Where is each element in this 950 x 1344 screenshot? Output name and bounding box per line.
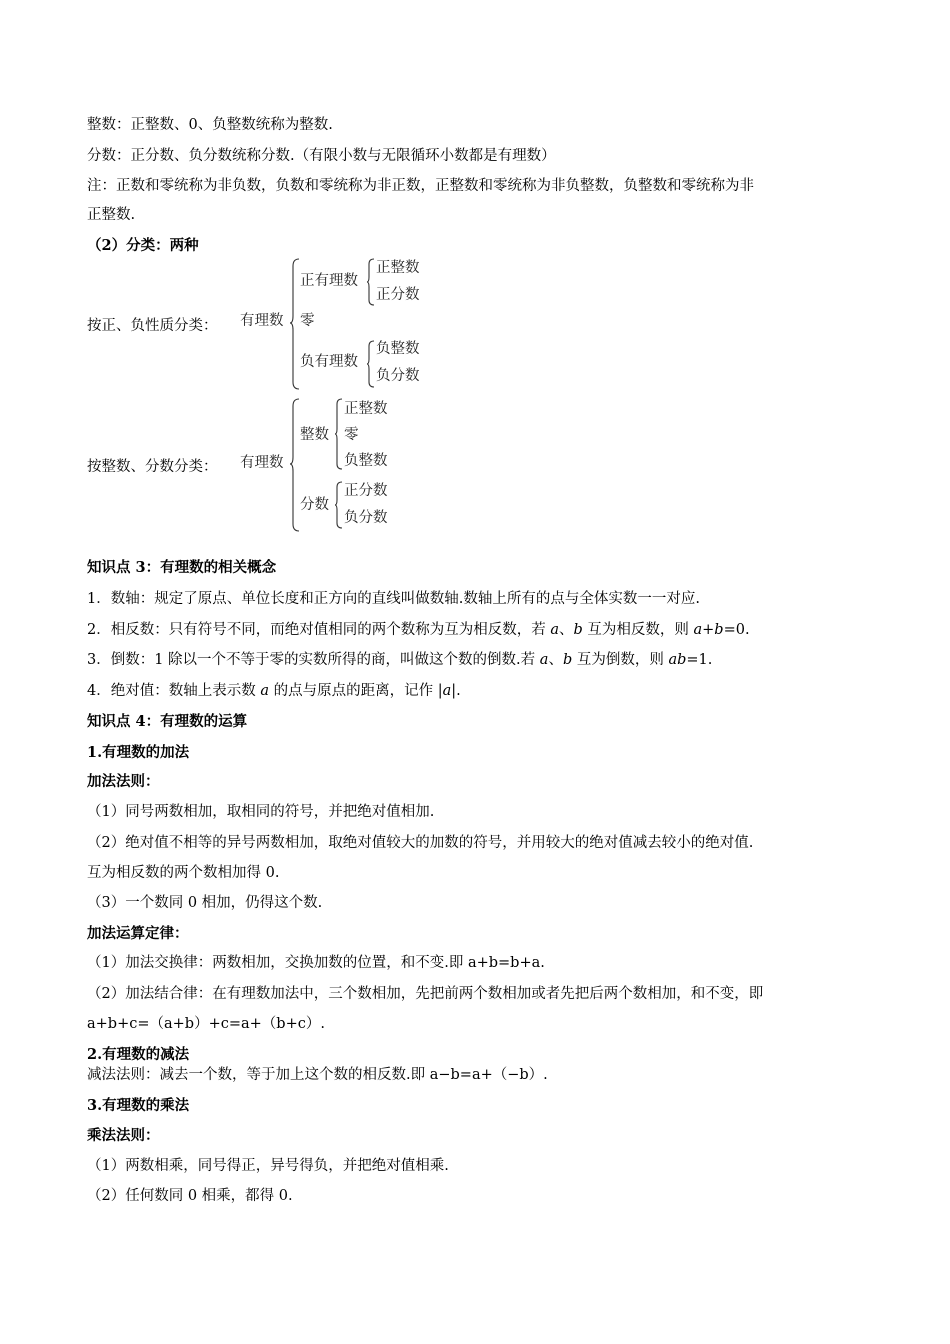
addition-rule-2: （2）绝对值不相等的异号两数相加，取绝对值较大的加数的符号，并用较大的绝对值减去较小的绝对值. [87, 835, 754, 851]
classify-heading: （2）分类：两种 [87, 237, 199, 254]
by-integer-label: 按整数、分数分类： [87, 459, 218, 475]
tree2-root: 有理数 [240, 455, 284, 471]
kp3-opposite: 2．相反数：只有符号不同，而绝对值相同的两个数称为互为相反数，若 a、b 互为相反数，则 a+b=0. [87, 622, 750, 638]
integers-definition: 整数：正整数、0、负整数统称为整数. [87, 117, 333, 133]
addition-law-2: （2）加法结合律：在有理数加法中，三个数相加，先把前两个数相加或者先把后两个数相加，和不变，即 [87, 986, 764, 1002]
tree1-positive-integer: 正整数 [376, 260, 420, 276]
tree1-positive-fraction: 正分数 [376, 287, 420, 303]
addition-rule-heading: 加法法则： [87, 773, 160, 790]
addition-rule-2b: 互为相反数的两个数相加得 0. [87, 865, 280, 881]
addition-heading: 1.有理数的加法 [87, 744, 190, 761]
subtraction-heading: 2.有理数的减法 [87, 1046, 190, 1063]
multiplication-heading: 3.有理数的乘法 [87, 1097, 190, 1114]
tree2-positive-integer: 正整数 [344, 401, 388, 417]
tree1-negative-integer: 负整数 [376, 341, 420, 357]
tree1-root: 有理数 [240, 313, 284, 329]
fractions-definition: 分数：正分数、负分数统称分数.（有限小数与无限循环小数都是有理数） [87, 148, 556, 164]
tree1-negative-fraction: 负分数 [376, 368, 420, 384]
tree2-fraction: 分数 [300, 497, 329, 513]
addition-law-2b: a+b+c=（a+b）+c=a+（b+c）. [87, 1016, 325, 1032]
by-sign-label: 按正、负性质分类： [87, 318, 218, 334]
multiplication-rule-2: （2）任何数同 0 相乘，都得 0. [87, 1188, 293, 1204]
tree2-negative-integer: 负整数 [344, 453, 388, 469]
tree2-integer: 整数 [300, 427, 329, 443]
tree1-negative: 负有理数 [300, 354, 358, 370]
addition-rule-1: （1）同号两数相加，取相同的符号，并把绝对值相加. [87, 804, 435, 820]
note-line-1: 注：正数和零统称为非负数，负数和零统称为非正数，正整数和零统称为非负整数，负整数和零统称为非 [87, 178, 754, 194]
tree1-positive: 正有理数 [300, 273, 358, 289]
tree2-brace-integer [334, 398, 344, 470]
tree2-brace-fraction [334, 481, 344, 529]
tree2-negative-fraction: 负分数 [344, 510, 388, 526]
subtraction-rule: 减法法则：减去一个数，等于加上这个数的相反数.即 a−b=a+（−b）. [87, 1067, 548, 1083]
tree2-positive-fraction: 正分数 [344, 483, 388, 499]
tree2-zero: 零 [344, 427, 359, 443]
tree1-zero: 零 [300, 313, 315, 329]
note-line-2: 正整数. [87, 207, 136, 223]
kp3-heading: 知识点 3：有理数的相关概念 [87, 559, 277, 576]
tree1-brace-negative [366, 340, 376, 388]
addition-rule-3: （3）一个数同 0 相加，仍得这个数. [87, 895, 323, 911]
kp3-reciprocal: 3．倒数：1 除以一个不等于零的实数所得的商，叫做这个数的倒数.若 a、b 互为倒数，则 ab=1. [87, 652, 713, 668]
kp4-heading: 知识点 4：有理数的运算 [87, 713, 248, 730]
kp3-number-line: 1．数轴：规定了原点、单位长度和正方向的直线叫做数轴.数轴上所有的点与全体实数一一对应. [87, 591, 700, 607]
addition-law-heading: 加法运算定律： [87, 925, 189, 942]
tree1-brace-positive [366, 258, 376, 306]
multiplication-rule-heading: 乘法法则： [87, 1127, 160, 1144]
multiplication-rule-1: （1）两数相乘，同号得正，异号得负，并把绝对值相乘. [87, 1158, 449, 1174]
kp3-absolute-value: 4．绝对值：数轴上表示数 a 的点与原点的距离，记作 |a|. [87, 683, 461, 699]
addition-law-1: （1）加法交换律：两数相加，交换加数的位置，和不变.即 a+b=b+a. [87, 955, 545, 971]
